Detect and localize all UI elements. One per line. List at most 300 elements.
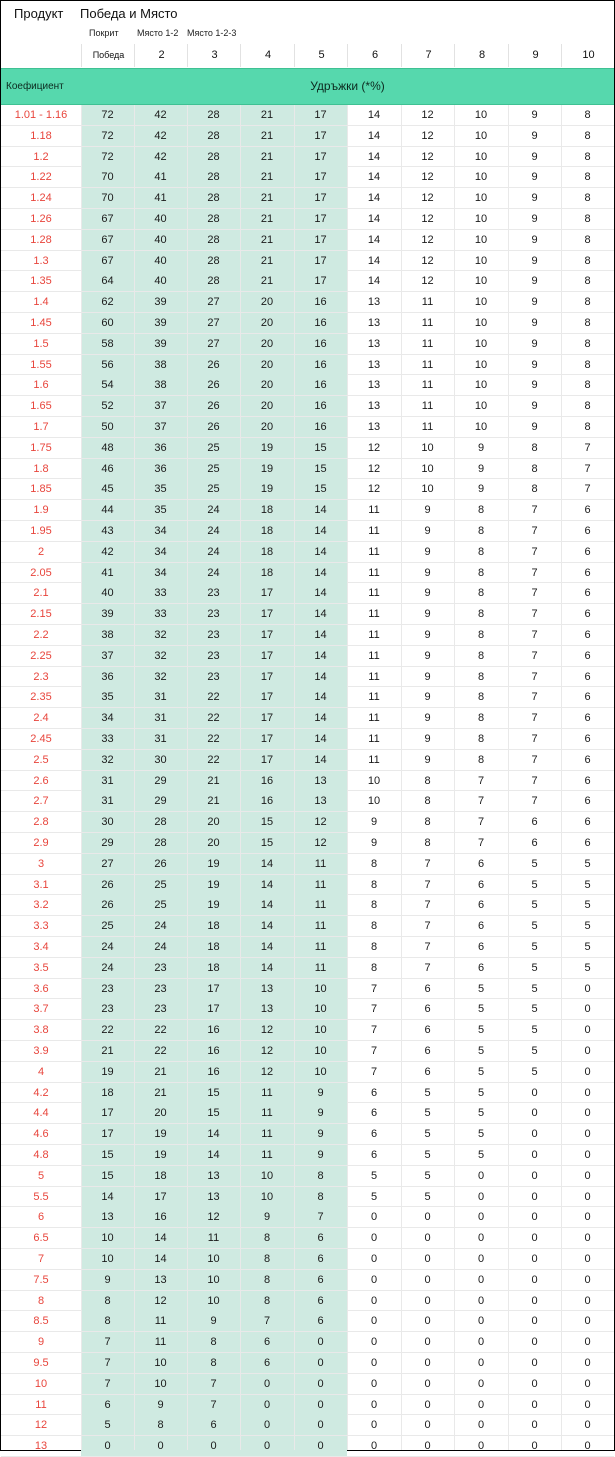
value-cell: 10 [474, 400, 488, 413]
table-row [1, 979, 614, 1000]
value-cell: 8 [531, 462, 538, 475]
coefficient-cell: 2.7 [33, 795, 49, 808]
value-cell: 0 [370, 1440, 378, 1453]
value-cell: 0 [531, 1128, 538, 1141]
coefficient-cell: 2.6 [33, 774, 49, 787]
value-cell: 28 [187, 209, 240, 229]
value-cell: 14 [367, 254, 381, 267]
value-cell: 26 [81, 875, 134, 895]
value-cell: 18 [240, 542, 294, 562]
value-cell: 37 [134, 396, 187, 416]
value-cell: 18 [187, 937, 240, 957]
table-row [1, 791, 614, 812]
value-cell: 13 [367, 421, 381, 433]
value-cell: 30 [134, 750, 187, 770]
coefficient-cell: 5.5 [33, 1190, 49, 1203]
coefficient-cell: 1.22 [30, 171, 52, 184]
value-cell: 8 [477, 525, 485, 537]
value-cell: 23 [134, 958, 187, 978]
value-cell: 14 [187, 1124, 240, 1144]
value-cell: 10 [187, 1291, 240, 1311]
coefficient-cell: 10 [34, 1377, 48, 1390]
value-cell: 8 [531, 483, 538, 496]
table-row [1, 625, 614, 646]
value-cell: 22 [187, 708, 240, 728]
value-cell: 0 [240, 1436, 294, 1456]
value-cell: 12 [367, 483, 381, 496]
value-cell: 7 [584, 441, 591, 454]
value-cell: 7 [81, 1353, 134, 1373]
coefficient-cell: 2.5 [33, 753, 49, 766]
value-cell: 6 [240, 1353, 294, 1373]
coefficient-cell: 6 [37, 1211, 45, 1224]
value-cell: 9 [424, 525, 431, 537]
deductions-title: Удръжки (*%) [310, 79, 385, 93]
table-row [1, 937, 614, 958]
value-cell: 16 [187, 1062, 240, 1082]
value-cell: 7 [531, 712, 538, 725]
table-row [1, 1249, 614, 1270]
value-cell: 26 [81, 895, 134, 915]
value-cell: 0 [477, 1377, 485, 1390]
value-cell: 31 [134, 729, 187, 749]
value-cell: 11 [368, 691, 380, 704]
value-cell: 6 [584, 504, 591, 517]
value-cell: 31 [81, 791, 134, 811]
value-cell: 5 [584, 878, 591, 891]
value-cell: 6 [370, 1149, 378, 1161]
value-cell: 0 [584, 1398, 591, 1411]
value-cell: 20 [240, 417, 294, 437]
value-cell: 0 [424, 1398, 431, 1411]
value-cell: 14 [240, 958, 294, 978]
value-cell: 14 [367, 213, 381, 225]
value-cell: 7 [370, 1024, 378, 1037]
value-cell: 10 [421, 441, 434, 454]
value-cell: 20 [187, 833, 240, 853]
product-label: Продукт [14, 6, 64, 21]
coefficient-cell: 9 [37, 1336, 45, 1349]
value-cell: 28 [187, 105, 240, 125]
coefficient-cell: 9.5 [33, 1357, 49, 1369]
value-cell: 9 [531, 129, 538, 142]
value-cell: 26 [134, 854, 187, 874]
table-row [1, 1311, 614, 1332]
value-cell: 5 [424, 1169, 431, 1182]
value-cell: 32 [134, 646, 187, 666]
value-cell: 5 [424, 1128, 431, 1141]
value-cell: 0 [531, 1294, 538, 1307]
value-cell: 42 [81, 542, 134, 562]
value-cell: 33 [134, 583, 187, 603]
value-cell: 0 [370, 1232, 378, 1245]
grid-line [508, 105, 509, 1450]
value-cell: 25 [134, 875, 187, 895]
value-cell: 12 [134, 1291, 187, 1311]
coefficient-cell: 3.7 [33, 1003, 49, 1016]
value-cell: 6 [424, 1003, 431, 1016]
value-cell: 42 [134, 105, 187, 125]
table-row [1, 521, 614, 542]
value-cell: 26 [187, 355, 240, 375]
value-cell: 10 [187, 1249, 240, 1269]
value-cell: 6 [294, 1249, 347, 1269]
value-cell: 6 [477, 899, 485, 912]
value-cell: 11 [294, 958, 347, 978]
column-header-place-8: 8 [454, 44, 509, 67]
value-cell: 10 [81, 1249, 134, 1269]
value-cell: 44 [81, 500, 134, 520]
value-cell: 0 [531, 1107, 538, 1120]
value-cell: 11 [240, 1103, 294, 1123]
grid-line [454, 105, 455, 1450]
value-cell: 11 [368, 525, 380, 537]
value-cell: 14 [367, 192, 381, 205]
coefficient-cell: 1.75 [30, 441, 52, 454]
value-cell: 8 [531, 441, 538, 454]
value-cell: 27 [187, 334, 240, 354]
value-cell: 11 [368, 733, 380, 745]
coefficient-cell: 3.4 [33, 941, 49, 953]
value-cell: 8 [370, 857, 378, 870]
value-cell: 11 [368, 649, 380, 662]
coefficient-cell: 1.2 [33, 150, 49, 163]
value-cell: 72 [81, 147, 134, 167]
value-cell: 6 [584, 525, 591, 537]
value-cell: 6 [477, 920, 485, 933]
value-cell: 9 [81, 1270, 134, 1290]
value-cell: 14 [240, 937, 294, 957]
value-cell: 21 [240, 147, 294, 167]
value-cell: 9 [531, 296, 538, 309]
value-cell: 45 [81, 479, 134, 499]
value-cell: 15 [240, 812, 294, 832]
value-cell: 17 [240, 604, 294, 624]
grid-line [401, 105, 402, 1450]
value-cell: 17 [240, 729, 294, 749]
value-cell: 8 [477, 504, 485, 517]
value-cell: 7 [477, 837, 485, 849]
table-row [1, 355, 614, 376]
value-cell: 34 [134, 563, 187, 583]
grid-line [81, 105, 82, 1450]
value-cell: 8 [584, 379, 591, 392]
table-row [1, 105, 614, 126]
table-row [1, 438, 614, 459]
value-cell: 38 [81, 625, 134, 645]
value-cell: 9 [294, 1145, 347, 1165]
value-cell: 5 [531, 1065, 538, 1078]
value-cell: 10 [81, 1228, 134, 1248]
value-cell: 64 [81, 271, 134, 291]
value-cell: 0 [584, 1169, 591, 1182]
value-cell: 9 [294, 1103, 347, 1123]
value-cell: 6 [584, 691, 591, 704]
value-cell: 19 [187, 895, 240, 915]
coefficient-cell: 2.1 [33, 587, 49, 600]
grid-line [294, 105, 295, 1450]
value-cell: 17 [240, 667, 294, 687]
table-row [1, 646, 614, 667]
value-cell: 11 [368, 587, 380, 600]
table-row [1, 230, 614, 251]
value-cell: 21 [81, 1041, 134, 1061]
value-cell: 6 [584, 795, 591, 808]
coefficient-cell: 3.1 [33, 878, 49, 891]
column-header-place-3: 3 [187, 44, 241, 67]
value-cell: 8 [584, 233, 591, 246]
value-cell: 5 [424, 1086, 431, 1099]
table-row [1, 771, 614, 792]
value-cell: 0 [477, 1232, 485, 1245]
value-cell: 22 [81, 1020, 134, 1040]
value-cell: 0 [424, 1211, 431, 1224]
value-cell: 28 [187, 188, 240, 208]
value-cell: 6 [584, 753, 591, 766]
coefficient-cell: 3.5 [33, 961, 49, 974]
value-cell: 24 [187, 500, 240, 520]
coefficient-cell: 2.15 [30, 608, 52, 621]
value-cell: 0 [294, 1353, 347, 1373]
table-row [1, 251, 614, 272]
value-cell: 39 [134, 313, 187, 333]
value-cell: 22 [187, 750, 240, 770]
value-cell: 0 [584, 1419, 591, 1432]
value-cell: 11 [421, 400, 434, 413]
coefficient-cell: 1.9 [33, 504, 49, 517]
coefficient-cell: 2 [37, 545, 45, 558]
value-cell: 31 [134, 708, 187, 728]
value-cell: 5 [531, 878, 538, 891]
value-cell: 29 [134, 771, 187, 791]
value-cell: 20 [240, 396, 294, 416]
value-cell: 0 [477, 1190, 485, 1203]
value-cell: 7 [531, 795, 538, 808]
value-cell: 0 [424, 1253, 431, 1265]
value-cell: 0 [584, 1336, 591, 1349]
value-cell: 12 [240, 1041, 294, 1061]
value-cell: 15 [240, 833, 294, 853]
table-row [1, 667, 614, 688]
value-cell: 9 [370, 816, 378, 829]
value-cell: 22 [134, 1041, 187, 1061]
value-cell: 8 [240, 1291, 294, 1311]
value-cell: 40 [134, 251, 187, 271]
value-cell: 17 [240, 708, 294, 728]
value-cell: 5 [584, 899, 591, 912]
value-cell: 5 [584, 857, 591, 870]
grid-line [187, 105, 188, 1450]
value-cell: 9 [187, 1311, 240, 1331]
value-cell: 41 [134, 188, 187, 208]
value-cell: 58 [81, 334, 134, 354]
coefficient-cell: 12 [34, 1419, 48, 1432]
value-cell: 5 [531, 1045, 538, 1057]
value-cell: 0 [584, 1232, 591, 1245]
value-cell: 0 [240, 1395, 294, 1415]
column-header-place-2: 2 [134, 44, 188, 67]
value-cell: 6 [477, 941, 485, 953]
value-cell: 8 [584, 337, 591, 350]
value-cell: 15 [187, 1083, 240, 1103]
value-cell: 11 [421, 358, 434, 371]
cover-option-2: Място 1-2-3 [187, 28, 237, 38]
value-cell: 10 [474, 317, 488, 329]
value-cell: 67 [81, 230, 134, 250]
value-cell: 0 [424, 1273, 431, 1286]
value-cell: 0 [531, 1336, 538, 1349]
value-cell: 0 [584, 1377, 591, 1390]
value-cell: 8 [584, 150, 591, 163]
value-cell: 9 [531, 233, 538, 246]
table-row [1, 1020, 614, 1041]
value-cell: 6 [294, 1270, 347, 1290]
value-cell: 38 [134, 375, 187, 395]
value-cell: 0 [584, 1024, 591, 1037]
value-cell: 35 [134, 479, 187, 499]
coefficient-cell: 1.01 - 1.16 [14, 109, 68, 121]
table-row [1, 1291, 614, 1312]
value-cell: 19 [134, 1124, 187, 1144]
value-cell: 60 [81, 313, 134, 333]
value-cell: 8 [584, 254, 591, 267]
value-cell: 17 [240, 625, 294, 645]
table-row [1, 999, 614, 1020]
value-cell: 0 [531, 1169, 538, 1182]
table-row [1, 729, 614, 750]
value-cell: 7 [531, 733, 538, 745]
value-cell: 0 [370, 1315, 378, 1328]
value-cell: 17 [187, 979, 240, 999]
value-cell: 16 [134, 1207, 187, 1227]
value-cell: 9 [531, 275, 538, 288]
coefficient-cell: 1.3 [33, 254, 49, 267]
coefficient-cell: 8.5 [33, 1315, 49, 1328]
value-cell: 10 [187, 1270, 240, 1290]
value-cell: 12 [187, 1207, 240, 1227]
value-cell: 21 [187, 791, 240, 811]
value-cell: 20 [240, 334, 294, 354]
value-cell: 13 [134, 1270, 187, 1290]
value-cell: 8 [294, 1187, 347, 1207]
value-cell: 11 [134, 1311, 187, 1331]
table-row [1, 313, 614, 334]
value-cell: 6 [584, 816, 591, 829]
value-cell: 10 [294, 1041, 347, 1061]
value-cell: 17 [294, 167, 347, 187]
value-cell: 18 [240, 563, 294, 583]
coefficient-cell: 2.35 [30, 691, 52, 704]
value-cell: 12 [367, 462, 381, 475]
value-cell: 9 [424, 712, 431, 725]
value-cell: 20 [134, 1103, 187, 1123]
value-cell: 12 [367, 441, 381, 454]
value-cell: 40 [134, 271, 187, 291]
value-cell: 6 [531, 837, 538, 849]
value-cell: 32 [134, 625, 187, 645]
value-cell: 21 [240, 126, 294, 146]
value-cell: 16 [187, 1020, 240, 1040]
value-cell: 17 [294, 126, 347, 146]
value-cell: 8 [584, 109, 591, 121]
value-cell: 33 [134, 604, 187, 624]
table-row [1, 1124, 614, 1145]
value-cell: 20 [187, 812, 240, 832]
value-cell: 10 [474, 129, 488, 142]
value-cell: 8 [240, 1249, 294, 1269]
value-cell: 11 [294, 875, 347, 895]
value-cell: 14 [367, 150, 381, 163]
value-cell: 0 [531, 1232, 538, 1245]
value-cell: 18 [81, 1083, 134, 1103]
value-cell: 12 [421, 150, 434, 163]
value-cell: 11 [421, 337, 434, 350]
value-cell: 17 [240, 687, 294, 707]
coefficient-cell: 2.4 [33, 712, 49, 725]
value-cell: 0 [294, 1415, 347, 1435]
value-cell: 8 [584, 129, 591, 142]
table-row [1, 375, 614, 396]
value-cell: 7 [531, 629, 538, 641]
value-cell: 20 [240, 313, 294, 333]
value-cell: 10 [474, 275, 488, 288]
value-cell: 18 [240, 521, 294, 541]
value-cell: 17 [294, 271, 347, 291]
value-cell: 13 [367, 296, 381, 309]
value-cell: 16 [294, 417, 347, 437]
coefficient-cell: 4 [37, 1065, 45, 1078]
value-cell: 7 [424, 961, 431, 974]
table-row [1, 895, 614, 916]
value-cell: 12 [421, 213, 434, 225]
value-cell: 0 [370, 1398, 378, 1411]
value-cell: 0 [370, 1357, 378, 1369]
value-cell: 70 [81, 167, 134, 187]
table-row [1, 1207, 614, 1228]
value-cell: 18 [134, 1166, 187, 1186]
value-cell: 21 [240, 188, 294, 208]
value-cell: 10 [474, 296, 488, 309]
value-cell: 20 [240, 355, 294, 375]
value-cell: 27 [187, 313, 240, 333]
value-cell: 14 [294, 625, 347, 645]
value-cell: 8 [584, 275, 591, 288]
value-cell: 31 [134, 687, 187, 707]
value-cell: 7 [531, 566, 538, 579]
value-cell: 6 [584, 608, 591, 621]
value-cell: 7 [584, 462, 591, 475]
value-cell: 7 [81, 1332, 134, 1352]
value-cell: 0 [477, 1419, 485, 1432]
value-cell: 8 [584, 317, 591, 329]
value-cell: 11 [134, 1332, 187, 1352]
value-cell: 21 [134, 1062, 187, 1082]
value-cell: 28 [187, 167, 240, 187]
value-cell: 40 [81, 583, 134, 603]
value-cell: 7 [531, 587, 538, 600]
value-cell: 24 [187, 542, 240, 562]
value-cell: 0 [531, 1419, 538, 1432]
value-cell: 70 [81, 188, 134, 208]
value-cell: 29 [134, 791, 187, 811]
value-cell: 5 [477, 1086, 485, 1099]
table-row [1, 1187, 614, 1208]
value-cell: 5 [531, 982, 538, 995]
value-cell: 6 [584, 587, 591, 600]
value-cell: 19 [187, 854, 240, 874]
column-header-place-7: 7 [401, 44, 455, 67]
value-cell: 19 [134, 1145, 187, 1165]
